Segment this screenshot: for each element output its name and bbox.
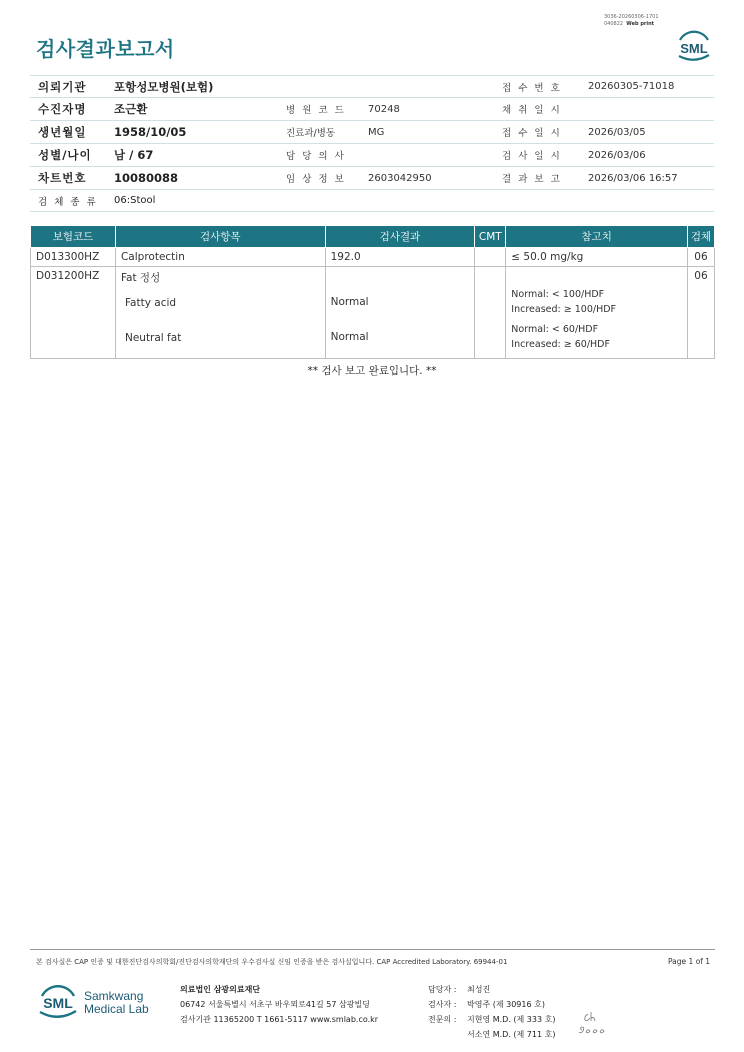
label-sex-age: 성별/나이 <box>38 148 92 162</box>
staff-row <box>428 1027 555 1042</box>
label-test-time: 검 사 일 시 <box>502 151 562 162</box>
sub-reference-neutral-fat <box>511 319 682 354</box>
brand-line2: Medical Lab <box>84 1002 149 1016</box>
patient-info-table <box>30 75 714 212</box>
label-patient-name: 수진자명 <box>38 102 87 116</box>
label-specimen-type: 검 체 종 류 <box>38 196 98 208</box>
staff-row <box>428 982 555 997</box>
value-birthdate: 1958/10/05 <box>114 125 187 139</box>
info-row <box>30 75 714 98</box>
label-hospital-code: 병 원 코 드 <box>286 105 346 116</box>
table-row <box>31 248 715 267</box>
ref-increased: Increased: ≥ 100/HDF <box>511 303 616 315</box>
brand-name <box>84 990 149 1016</box>
svg-text:SML: SML <box>680 41 708 56</box>
staff-value: 서소연 M.D. (제 711 호) <box>467 1030 556 1039</box>
info-row <box>30 144 714 167</box>
header-reference: 참고치 <box>506 226 688 248</box>
info-row <box>30 121 714 144</box>
staff-value: 최성진 <box>467 985 491 994</box>
signature-image <box>576 1008 610 1038</box>
staff-value: 지현영 M.D. (제 333 호) <box>467 1015 556 1024</box>
header-test-result: 검사결과 <box>325 226 475 248</box>
value-chart-no: 10080088 <box>114 171 179 185</box>
staff-label <box>428 1027 467 1042</box>
header-cmt: CMT <box>475 226 506 248</box>
staff-label: 검사자 : <box>428 1000 457 1009</box>
sub-result-fatty-acid: Normal <box>330 295 369 308</box>
report-complete-text: ** 검사 보고 완료입니다. ** <box>307 365 437 377</box>
value-clinical-info: 2603042950 <box>368 172 432 184</box>
value-patient-name: 조근환 <box>114 102 148 116</box>
web-print-label: Web print <box>626 21 655 27</box>
cell-reference: ≤ 50.0 mg/kg <box>506 248 688 267</box>
staff-info <box>428 982 555 1042</box>
label-clinical-info: 임 상 정 보 <box>286 174 346 185</box>
cell-item: Fat 정성 <box>120 272 161 284</box>
label-report-time: 결 과 보 고 <box>502 174 562 185</box>
sml-logo <box>674 28 714 64</box>
label-receipt-time: 접 수 일 시 <box>502 128 562 139</box>
results-table <box>30 225 715 359</box>
staff-row <box>428 997 555 1012</box>
brand-line1: Samkwang <box>84 989 144 1003</box>
label-doctor: 담 당 의 사 <box>286 151 346 162</box>
cell-code: D013300HZ <box>31 248 116 267</box>
org-contact: 검사기관 11365200 T 1661-5117 www.smlab.co.kr <box>180 1015 379 1024</box>
organization-info <box>180 982 378 1027</box>
page-title: 검사결과보고서 <box>36 37 175 61</box>
results-header-row <box>31 226 715 248</box>
sub-reference-fatty-acid <box>511 284 682 319</box>
accreditation-note: 본 검사실은 CAP 인증 및 대한진단검사의학회/진단검사의학재단의 우수검사실 신임 인증을 받은 검사실입니다. CAP Accredited Laboratory. 69944-01 <box>36 958 508 966</box>
ref-normal: Normal: < 60/HDF <box>511 323 599 335</box>
label-collection-time: 채 취 일 시 <box>502 105 562 116</box>
cell-item-group <box>115 267 325 359</box>
value-report-time: 2026/03/06 16:57 <box>588 172 678 184</box>
staff-label: 담당자 : <box>428 985 457 994</box>
value-test-time: 2026/03/06 <box>588 149 646 161</box>
footer-divider <box>30 949 715 950</box>
sub-item-neutral-fat: Neutral fat <box>124 331 182 344</box>
info-row <box>30 167 714 190</box>
org-name: 의료법인 삼광의료재단 <box>180 985 261 994</box>
sml-footer-logo <box>36 980 80 1024</box>
table-row <box>31 267 715 359</box>
label-birthdate: 생년월일 <box>38 125 87 139</box>
cell-code: D031200HZ <box>31 267 116 359</box>
sub-result-neutral-fat: Normal <box>330 330 369 343</box>
sub-item-fatty-acid: Fatty acid <box>124 296 177 309</box>
cell-specimen: 06 <box>687 248 714 267</box>
value-requester: 포항성모병원(보험) <box>114 79 214 94</box>
cell-cmt <box>475 248 506 267</box>
org-address: 06742 서울특별시 서초구 바우뫼로41길 57 삼광빌딩 <box>180 1000 370 1009</box>
label-receipt-no: 접 수 번 호 <box>502 82 562 94</box>
cell-cmt <box>475 267 506 359</box>
staff-label: 전문의 : <box>428 1015 457 1024</box>
value-department: MG <box>368 126 385 138</box>
print-id-line1: 3036-20260306-1701 <box>604 14 659 20</box>
header-test-item: 검사항목 <box>115 226 325 248</box>
value-hospital-code: 70248 <box>368 103 400 115</box>
print-id <box>604 14 659 28</box>
value-receipt-no: 20260305-71018 <box>588 81 675 92</box>
info-row <box>30 190 714 212</box>
info-row <box>30 98 714 121</box>
header-specimen: 검체 <box>687 226 714 248</box>
ref-normal: Normal: < 100/HDF <box>511 288 605 300</box>
cell-item: Calprotectin <box>115 248 325 267</box>
label-chart-no: 차트번호 <box>38 171 87 185</box>
print-id-code: 040822 <box>604 21 624 27</box>
cell-result-group <box>325 267 475 359</box>
label-department: 진료과/병동 <box>286 128 336 139</box>
value-sex-age: 남 / 67 <box>114 148 154 162</box>
ref-increased: Increased: ≥ 60/HDF <box>511 338 610 350</box>
cell-specimen: 06 <box>687 267 714 359</box>
cell-reference-group <box>506 267 688 359</box>
cell-result: 192.0 <box>325 248 475 267</box>
header-insurance-code: 보험코드 <box>31 226 116 248</box>
value-specimen-type: 06:Stool <box>114 195 156 206</box>
value-receipt-time: 2026/03/05 <box>588 126 646 138</box>
label-requester: 의뢰기관 <box>38 79 87 94</box>
staff-value: 박영주 (제 30916 호) <box>467 1000 545 1009</box>
staff-row <box>428 1012 555 1027</box>
page-number: Page 1 of 1 <box>668 957 711 966</box>
svg-text:SML: SML <box>43 995 73 1011</box>
